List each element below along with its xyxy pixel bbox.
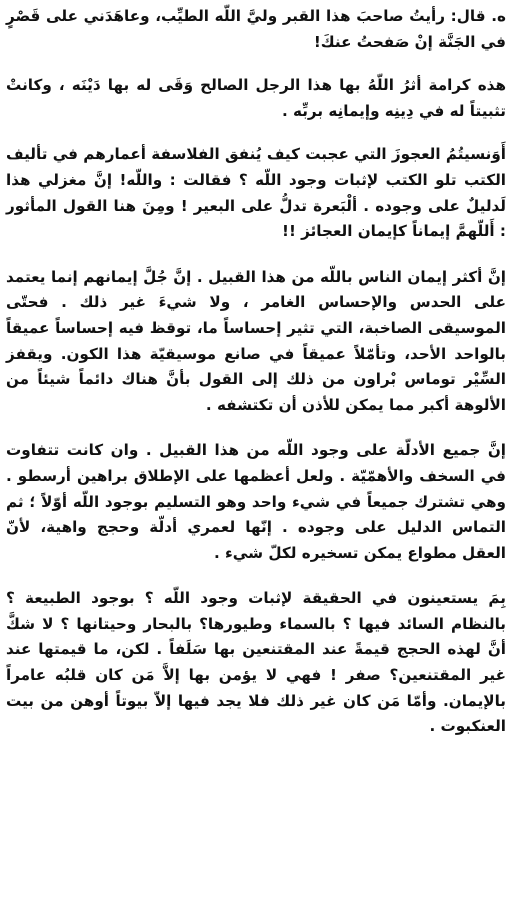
paragraph-4: إنَّ أكثر إيمان الناس باللّه من هذا القبيل . إنَّ جُلَّ إيمانهم إنما يعتمد على الحدس والإحساس الغامر ، ولا شيءَ غير ذلك . فحتّى الموسيقى الصاخبة، التي تثير إحساساً ما، توقظ فيه إحساساً عميقاً بالواحد الأحد، وتأمّلاً عميقاً في صانع موسيقيّة هذا الكون. ويقفز السِّيْر توماس بْراون من ذلك إلى القول بأنَّ هناك دائماً شيئاً من الألوهة أكبر مما يمكن للأذن أن تكتشفه . (6, 267, 506, 414)
paragraph-5: إنَّ جميع الأدلّة على وجود اللّه من هذا القبيل . وان كانت تتفاوت في السخف والأهمّيّة . ولعل أعظمها على الإطلاق براهين أرسطو . وهي تشترك جميعاً في شيء واحد وهو التسليم بوجود اللّه أوّلاً ؛ ثم التماس الدليل على وجوده . إنّها لعمري أدلّة وحجج واهية، لأنّ العقل مطواع يمكن تسخيره لكلّ شيء . (6, 441, 506, 562)
paragraph-6: بِمَ يستعينون في الحقيقة لإثبات وجود اللّه ؟ بوجود الطبيعة ؟ بالنظام السائد فيها ؟ بالسماء وطيورها؟ بالبحار وحيتانها ؟ لا شكَّ أنَّ لهذه الحجج قيمةً عند المقتنعين بها سَلَفاً . لكن، ما قيمتها عند غير المقتنعين؟ صفر ! فهي لا يؤمن بها إلاَّ مَن كان قلبُه عامراً بالإيمان. وأمّا مَن كان غير ذلك فلا يجد فيها إلاّ بيوتاً أوهن من بيت العنكبوت . (6, 589, 506, 736)
book-page (6, 4, 506, 904)
paragraph-2: هذه كرامة أثرُ اللّهُ بها هذا الرجل الصالح وَقَى له بها دَيْنَه ، وكانتْ تثبيتاً له في دِينِه وإيمانِه بربِّه . (6, 76, 506, 120)
paragraph-3: أَوَنسيتُمُ العجوزَ التي عجبت كيف يُنفق الفلاسفة أعمارهم في تأليف الكتب تلو الكتب لإثبات وجود اللّه ؟ فقالت : واللّه! إنَّ مغزلي هذا لَدليلٌ على وجوده . ألْبَعرة تدلُّ على البعير ! ومِنَ هنا القول المأثور : أَللّهمَّ إيماناً كإيمان العجائز !! (6, 145, 506, 241)
paragraph-1: ه. قال: رأيتُ صاحبَ هذا القبر وليَّ اللّه الطيِّب، وعاهَدَني على قَصْرٍ في الجَنَّة إنْ صَفحتُ عنكَ! (6, 7, 506, 51)
